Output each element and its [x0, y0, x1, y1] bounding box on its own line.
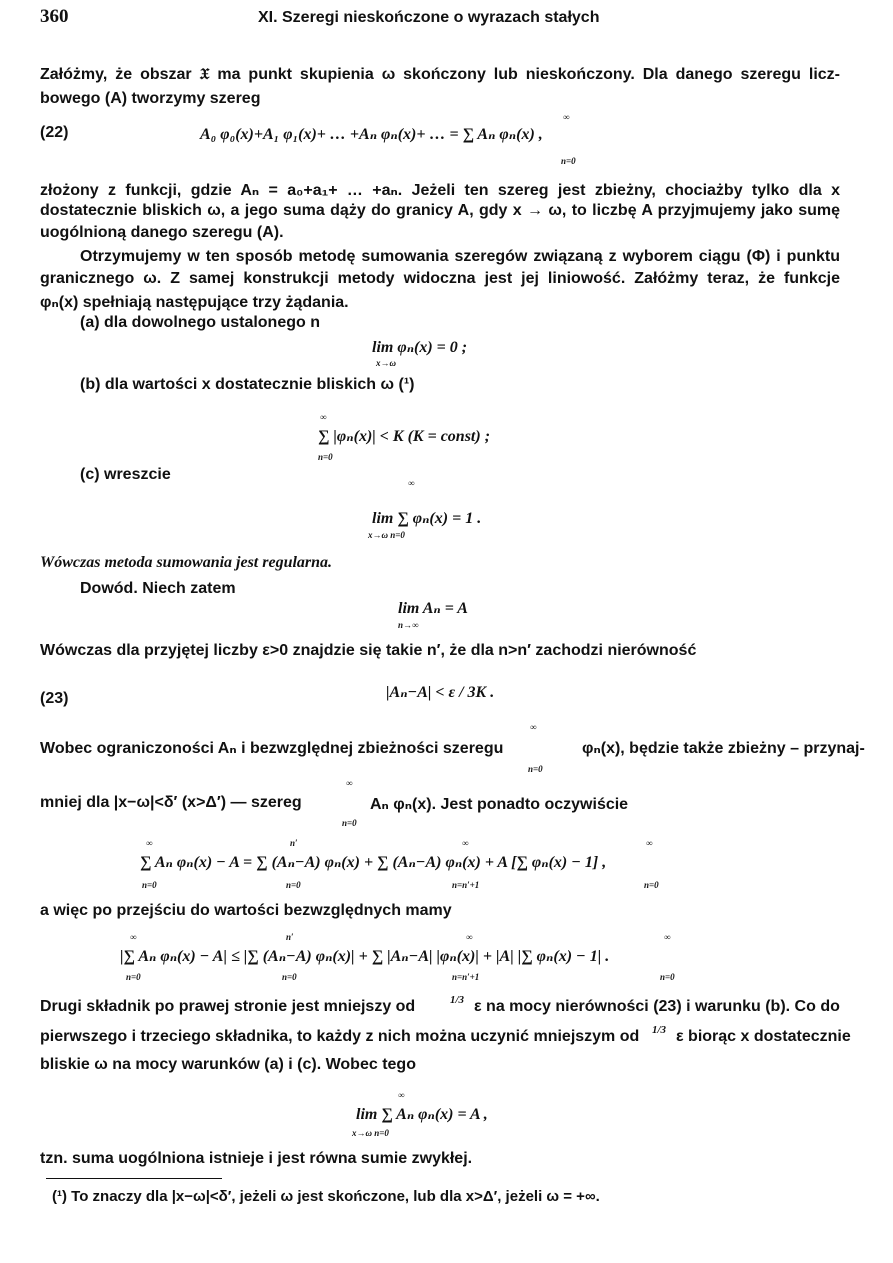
- p5-2-sum-upper: ∞: [346, 778, 353, 788]
- split-sum-lower-2: n=0: [286, 880, 301, 890]
- equation-a-subscript: x→ω: [376, 358, 397, 368]
- equation-23: |Aₙ−A| < ε / 3K .: [386, 684, 495, 701]
- equation-split: ∑ Aₙ φₙ(x) − A = ∑ (Aₙ−A) φₙ(x) + ∑ (Aₙ−A) φₙ(x) + A [∑ φₙ(x) − 1] ,: [140, 854, 607, 871]
- paragraph-3-line-2: granicznego ω. Z samej konstrukcji metody widoczna jest jej liniowość. Załóżmy teraz, że funkcje: [40, 270, 840, 287]
- equation-22-label: (22): [40, 124, 69, 141]
- eq22-sum-lower: n=0: [561, 156, 576, 166]
- split-sum-upper-1: ∞: [146, 838, 153, 848]
- proof-start: Dowód. Niech zatem: [80, 580, 236, 597]
- abs-sum-upper-4: ∞: [664, 932, 671, 942]
- paragraph-1-line-2: bowego (A) tworzymy szereg: [40, 90, 261, 107]
- split-sum-upper-3: ∞: [462, 838, 469, 848]
- theorem-statement: Wówczas metoda sumowania jest regularna.: [40, 554, 333, 571]
- equation-c: lim ∑ φₙ(x) = 1 .: [372, 510, 482, 527]
- abs-sum-lower-4: n=0: [660, 972, 675, 982]
- paragraph-7-line-1b: ε na mocy nierówności (23) i warunku (b). Co do: [474, 998, 840, 1015]
- fraction-third-1: 1/3: [450, 994, 465, 1006]
- paragraph-5-line-1b: φₙ(x), będzie także zbieżny – przynaj-: [582, 740, 865, 757]
- paragraph-3-line-1: Otrzymujemy w ten sposób metodę sumowania szeregów związaną z wyborem ciągu (Φ) i punktu: [80, 248, 840, 265]
- p5-2-sum-lower: n=0: [342, 818, 357, 828]
- paragraph-5-line-2a: mniej dla |x−ω|<δ′ (x>Δ′) — szereg: [40, 794, 302, 811]
- equation-abs: |∑ Aₙ φₙ(x) − A| ≤ |∑ (Aₙ−A) φₙ(x)| + ∑ |Aₙ−A| |φₙ(x)| + |A| |∑ φₙ(x) − 1| .: [120, 948, 610, 965]
- paragraph-5-line-1a: Wobec ograniczoności Aₙ i bezwzględnej zbieżności szeregu: [40, 740, 504, 757]
- eq22-sum-upper: ∞: [563, 112, 570, 122]
- paragraph-2-line-2: dostatecznie bliskich ω, a jego suma dąży do granicy A, gdy x → ω, to liczbę A przyjmujemy jako sumę: [40, 202, 840, 219]
- paragraph-1-line-1: Załóżmy, że obszar 𝔛 ma punkt skupienia ω skończony lub nieskończony. Dla danego szeregu licz-: [40, 66, 840, 83]
- fraction-third-2: 1/3: [652, 1024, 667, 1036]
- equation-final-subscript: x→ω n=0: [352, 1128, 389, 1138]
- equation-22: A₀ φ₀(x)+A₁ φ₁(x)+ … +Aₙ φₙ(x)+ … = ∑ Aₙ φₙ(x) ,: [200, 126, 543, 143]
- equation-c-subscript: x→ω n=0: [368, 530, 405, 540]
- equation-a: lim φₙ(x) = 0 ;: [372, 339, 468, 356]
- paragraph-2-line-3: uogólnioną danego szeregu (A).: [40, 224, 284, 241]
- split-sum-lower-3: n=n′+1: [452, 880, 480, 890]
- condition-a: (a) dla dowolnego ustalonego n: [80, 314, 320, 331]
- split-sum-upper-2: n′: [290, 838, 298, 848]
- split-sum-lower-1: n=0: [142, 880, 157, 890]
- paragraph-7-line-3: bliskie ω na mocy warunków (a) i (c). Wobec tego: [40, 1056, 416, 1073]
- final-sum-upper: ∞: [398, 1090, 405, 1100]
- condition-b: (b) dla wartości x dostatecznie bliskich ω (¹): [80, 376, 415, 393]
- footnote: (¹) To znaczy dla |x−ω|<δ′, jeżeli ω jest skończone, lub dla x>Δ′, jeżeli ω = +∞.: [52, 1188, 600, 1205]
- eq-c-sum-upper: ∞: [408, 478, 415, 488]
- footnote-rule: [46, 1178, 222, 1179]
- eq-b-sum-lower: n=0: [318, 452, 333, 462]
- paragraph-5-line-2b: Aₙ φₙ(x). Jest ponadto oczywiście: [370, 796, 629, 813]
- paragraph-4: Wówczas dla przyjętej liczby ε>0 znajdzie się takie n′, że dla n>n′ zachodzi nierówność: [40, 642, 697, 659]
- paragraph-7-line-2b: ε biorąc x dostatecznie: [676, 1028, 851, 1045]
- split-sum-upper-4: ∞: [646, 838, 653, 848]
- eq-b-sum-upper: ∞: [320, 412, 327, 422]
- abs-sum-upper-3: ∞: [466, 932, 473, 942]
- equation-23-label: (23): [40, 690, 69, 707]
- equation-b: ∑ |φₙ(x)| < K (K = const) ;: [318, 428, 491, 445]
- condition-c: (c) wreszcie: [80, 466, 171, 483]
- paragraph-6: a więc po przejściu do wartości bezwzględnych mamy: [40, 902, 452, 919]
- abs-sum-upper-2: n′: [286, 932, 294, 942]
- equation-limit-A-subscript: n→∞: [398, 620, 419, 630]
- split-sum-lower-4: n=0: [644, 880, 659, 890]
- p5-sum-upper: ∞: [530, 722, 537, 732]
- paragraph-3-line-3: φₙ(x) spełniają następujące trzy żądania.: [40, 294, 349, 311]
- paragraph-7-line-1a: Drugi składnik po prawej stronie jest mniejszy od: [40, 998, 416, 1015]
- abs-sum-upper-1: ∞: [130, 932, 137, 942]
- paragraph-2-line-1: złożony z funkcji, gdzie Aₙ = a₀+a₁+ … +aₙ. Jeżeli ten szereg jest zbieżny, chociażby tylko dla x: [40, 182, 840, 199]
- running-header: XI. Szeregi nieskończone o wyrazach stałych: [258, 9, 600, 26]
- paragraph-8: tzn. suma uogólniona istnieje i jest równa sumie zwykłej.: [40, 1150, 473, 1167]
- equation-final: lim ∑ Aₙ φₙ(x) = A ,: [356, 1106, 488, 1123]
- abs-sum-lower-2: n=0: [282, 972, 297, 982]
- abs-sum-lower-3: n=n′+1: [452, 972, 480, 982]
- paragraph-7-line-2a: pierwszego i trzeciego składnika, to każdy z nich można uczynić mniejszym od: [40, 1028, 640, 1045]
- equation-limit-A: lim Aₙ = A: [398, 600, 468, 617]
- abs-sum-lower-1: n=0: [126, 972, 141, 982]
- p5-sum-lower: n=0: [528, 764, 543, 774]
- page-number: 360: [40, 6, 69, 27]
